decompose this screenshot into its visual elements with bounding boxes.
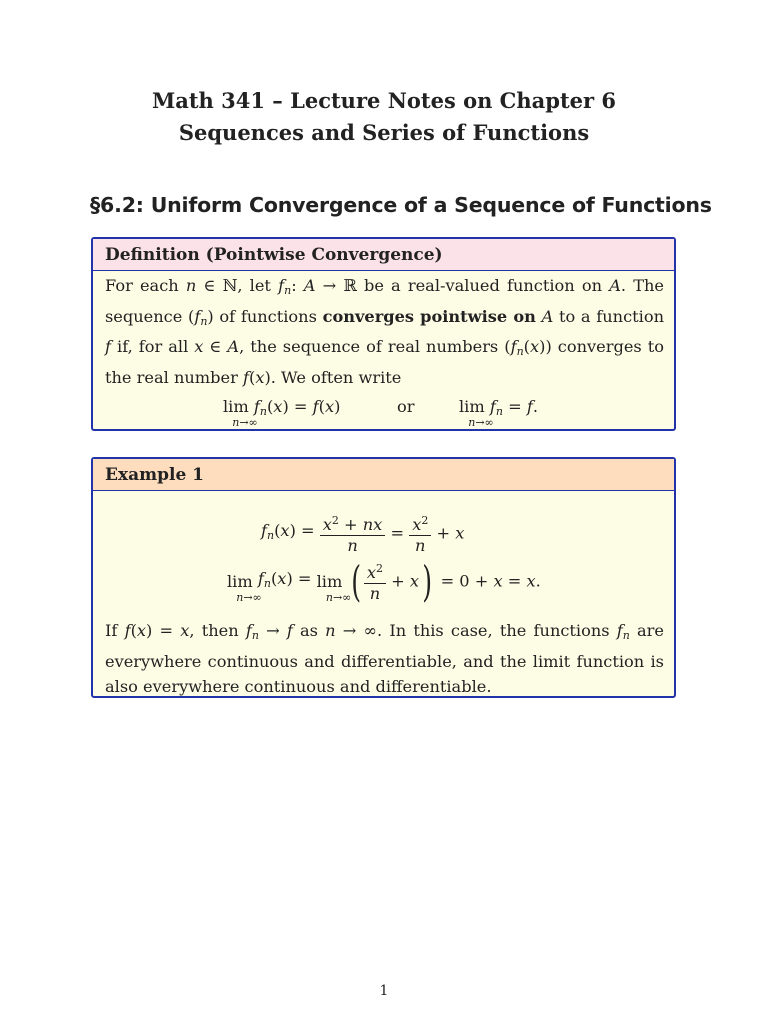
example-box xyxy=(91,457,676,698)
definition-box xyxy=(91,237,676,431)
section-heading: §6.2: Uniform Convergence of a Sequence of Functions xyxy=(90,193,712,217)
example-equation-2: lim n→∞ $f_n(x) = \lim$ n→∞ ( $\frac{x^2}{n}$ + x) = 0 + x = x. xyxy=(227,556,541,606)
definition-limit-formula-short: lim n→∞ $f_n = f$. xyxy=(459,397,538,429)
doc-title: Math 341 – Lecture Notes on Chapter 6 xyxy=(151,88,616,113)
doc-subtitle: Sequences and Series of Functions xyxy=(178,120,590,145)
definition-text: For each n ∈ ℕ, let $f_n$: A → ℝ be a real-valued function on A. The sequence $(f_n)$ of functions converges pointwise on A to a function f if, for all x ∈ A, the sequence of real numbers $(f_n(x))$ converges to the real number f(x). We often write xyxy=(105,276,665,387)
example-text: If f(x) = x, then $f_n \to f$ as n → ∞. In this case, the functions $f_n$ are everywhere continuous and differentiable, and the limit function is also everywhere continuous and differentiable. xyxy=(105,621,665,696)
example-heading: Example 1 xyxy=(93,459,674,491)
example-equation-1: $f_n(x)$ = $\frac{x^2 + nx}{n}$ = $\frac{x^2}{n}$ + x xyxy=(261,511,464,556)
definition-heading: Definition (Pointwise Convergence) xyxy=(93,239,674,271)
or-word: or xyxy=(397,397,415,416)
definition-limit-formula: lim n→∞ $f_n(x) = f(x)$ xyxy=(223,397,341,429)
page-number: 1 xyxy=(379,983,389,999)
